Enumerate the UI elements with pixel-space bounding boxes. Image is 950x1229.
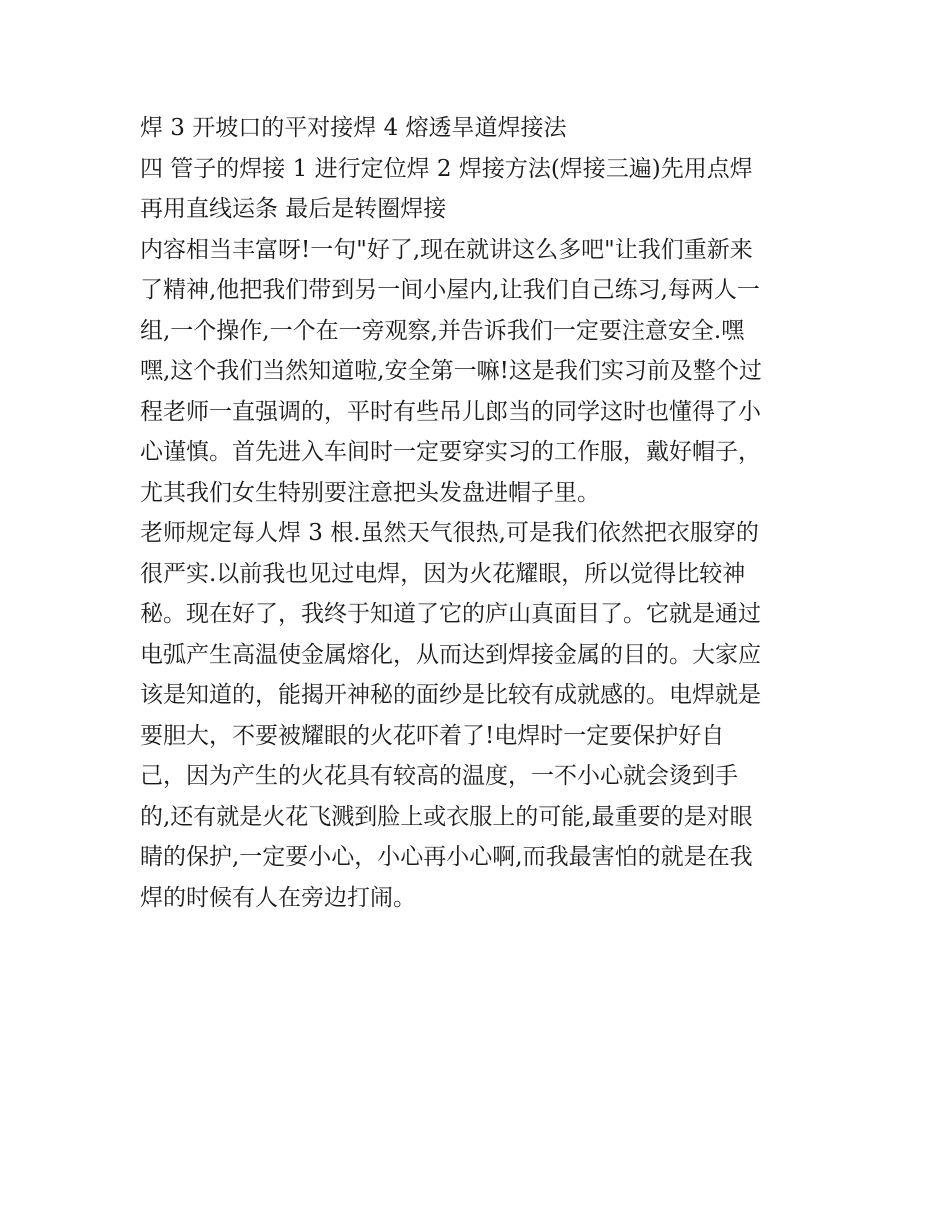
text-line: 内容相当丰富呀!一句"好了,现在就讲这么多吧"让我们重新来 [140, 236, 753, 263]
text-line: 焊的时候有人在旁边打闹。 [140, 884, 416, 911]
text-line: 电弧产生高温使金属熔化，从而达到焊接金属的目的。大家应 [140, 641, 761, 668]
text-line: 尤其我们女生特别要注意把头发盘进帽子里。 [140, 479, 600, 506]
text-line: 心谨慎。首先进入车间时一定要穿实习的工作服，戴好帽子， [140, 439, 761, 465]
text-line: 秘。现在好了，我终于知道了它的庐山真面目了。它就是通过 [140, 601, 761, 627]
text-line: 老师规定每人焊 3 根.虽然天气很热,可是我们依然把衣服穿的 [140, 520, 759, 546]
text-line: 程老师一直强调的，平时有些吊儿郎当的同学这时也懂得了小 [140, 398, 761, 425]
text-line: 焊 3 开坡口的平对接焊 4 熔透旱道焊接法 [140, 115, 567, 141]
text-line: 四 管子的焊接 1 进行定位焊 2 焊接方法(焊接三遍)先用点焊 [140, 155, 753, 182]
body-text [140, 108, 820, 918]
text-line: 组,一个操作,一个在一旁观察,并告诉我们一定要注意安全.嘿 [140, 317, 745, 344]
text-line: 很严实.以前我也见过电焊，因为火花耀眼，所以觉得比较神 [140, 560, 746, 587]
text-line: 要胆大，不要被耀眼的火花吓着了!电焊时一定要保护好自 [140, 722, 725, 749]
text-line: 己，因为产生的火花具有较高的温度，一不小心就会烫到手 [140, 763, 738, 789]
text-line: 了精神,他把我们带到另一间小屋内,让我们自己练习,每两人一 [140, 277, 760, 303]
text-line: 的,还有就是火花飞溅到脸上或衣服上的可能,最重要的是对眼 [140, 803, 753, 830]
text-line: 嘿,这个我们当然知道啦,安全第一嘛!这是我们实习前及整个过 [140, 358, 762, 384]
text-line: 该是知道的，能揭开神秘的面纱是比较有成就感的。电焊就是 [140, 682, 761, 708]
text-line: 再用直线运条 最后是转圈焊接 [140, 196, 447, 222]
text-line: 睛的保护,一定要小心，小心再小心啊,而我最害怕的就是在我 [140, 844, 753, 870]
